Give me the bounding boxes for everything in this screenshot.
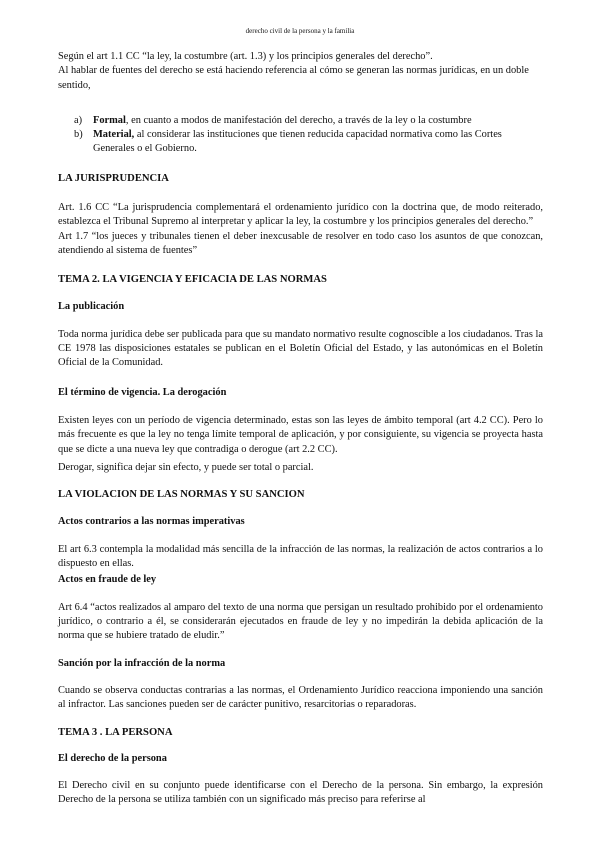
subheading-contrarios: Actos contrarios a las normas imperativas (58, 515, 245, 527)
section-heading-tema2: TEMA 2. LA VIGENCIA Y EFICACIA DE LAS NORMAS (58, 274, 327, 286)
derecho-persona-paragraph: El Derecho civil en su conjunto puede identificarse con el Derecho de la persona. Sin embargo, la expresión Derecho de la persona se utiliza también con un significado más preciso para referirse al (58, 780, 543, 806)
subheading-fraude: Actos en fraude de ley (58, 574, 157, 586)
list-item (58, 128, 543, 157)
subheading-publicacion: La publicación (58, 300, 125, 312)
list-text: al considerar las instituciones que tienen reducida capacidad normativa como las Cortes Generales o el Gobierno. (93, 129, 502, 155)
list-marker: a) (74, 114, 83, 126)
intro-paragraph-1: Según el art 1.1 CC “la ley, la costumbre (art. 1.3) y los principios generales del derecho”. (58, 51, 433, 62)
list-term: Formal (93, 114, 126, 126)
document-body (58, 50, 543, 808)
intro-paragraph-2: Al hablar de fuentes del derecho se está haciendo referencia al cómo se generan las normas jurídicas, en un doble sentido, (58, 65, 529, 91)
jurisprudencia-paragraph-1: Art. 1.6 CC “La jurisprudencia complementará el ordenamiento jurídico con la doctrina que, de modo reiterado, establezca el Tribunal Supremo al interpretar y aplicar la ley, la costumbre y los principios generales del derecho.” (58, 202, 543, 228)
sancion-paragraph: Cuando se observa conductas contrarias a las normas, el Ordenamiento Jurídico reacciona imponiendo una sanción al infractor. Las sanciones pueden ser de carácter punitivo, resarcitorias o reparadoras. (58, 684, 543, 711)
section-heading-violacion: LA VIOLACION DE LAS NORMAS Y SU SANCION (58, 489, 305, 501)
subheading-vigencia: El término de vigencia. La derogación (58, 386, 227, 398)
publicacion-paragraph: Toda norma jurídica debe ser publicada para que su mandato normativo resulte cognoscible a los ciudadanos. Tras la CE 1978 las disposiciones estatales se publican en el Boletín Oficial del Estado, y las autonómicas en el Boletín Oficial de la Comunidad. (58, 328, 543, 369)
fraude-paragraph: Art 6.4 “actos realizados al amparo del texto de una norma que persigan un resultado prohibido por el ordenamiento jurídico, o contrario a él, se considerarán ejecutados en fraude de ley y no impedirán la debida aplicación de la norma que se hubiere tratado de eludir.” (58, 601, 543, 642)
section-heading-tema3: TEMA 3 . LA PERSONA (58, 726, 173, 738)
section-heading-jurisprudencia: LA JURISPRUDENCIA (58, 172, 169, 184)
list-text: , en cuanto a modos de manifestación del derecho, a través de la ley o la costumbre (125, 114, 472, 126)
subheading-derecho-persona: El derecho de la persona (58, 752, 167, 764)
subheading-sancion: Sanción por la infracción de la norma (58, 657, 226, 669)
vigencia-paragraph: Existen leyes con un período de vigencia determinado, estas son las leyes de ámbito temporal (art 4.2 CC). Pero lo más frecuente es que la ley no tenga límite temporal de aplicación, y por consiguiente, su vigencia se proyecta hasta que se dicte a una nueva ley que contradiga o derogue (art 2.2 CC). (58, 415, 543, 455)
list-term: Material, (93, 129, 135, 141)
list-marker: b) (74, 129, 83, 141)
derogacion-paragraph: Derogar, significa dejar sin efecto, y puede ser total o parcial. (58, 461, 314, 473)
sources-list (58, 114, 543, 157)
running-header: derecho civil de la persona y la familia (245, 27, 355, 35)
list-item (58, 114, 543, 128)
jurisprudencia-paragraph-2: Art 1.7 “los jueces y tribunales tienen el deber inexcusable de resolver en todo caso los asuntos de que conozcan, atendiendo al sistema de fuentes” (58, 230, 543, 256)
contrarios-paragraph: El art 6.3 contempla la modalidad más sencilla de la infracción de las normas, la realización de actos contrarios a lo dispuesto en ellas. (58, 543, 543, 570)
